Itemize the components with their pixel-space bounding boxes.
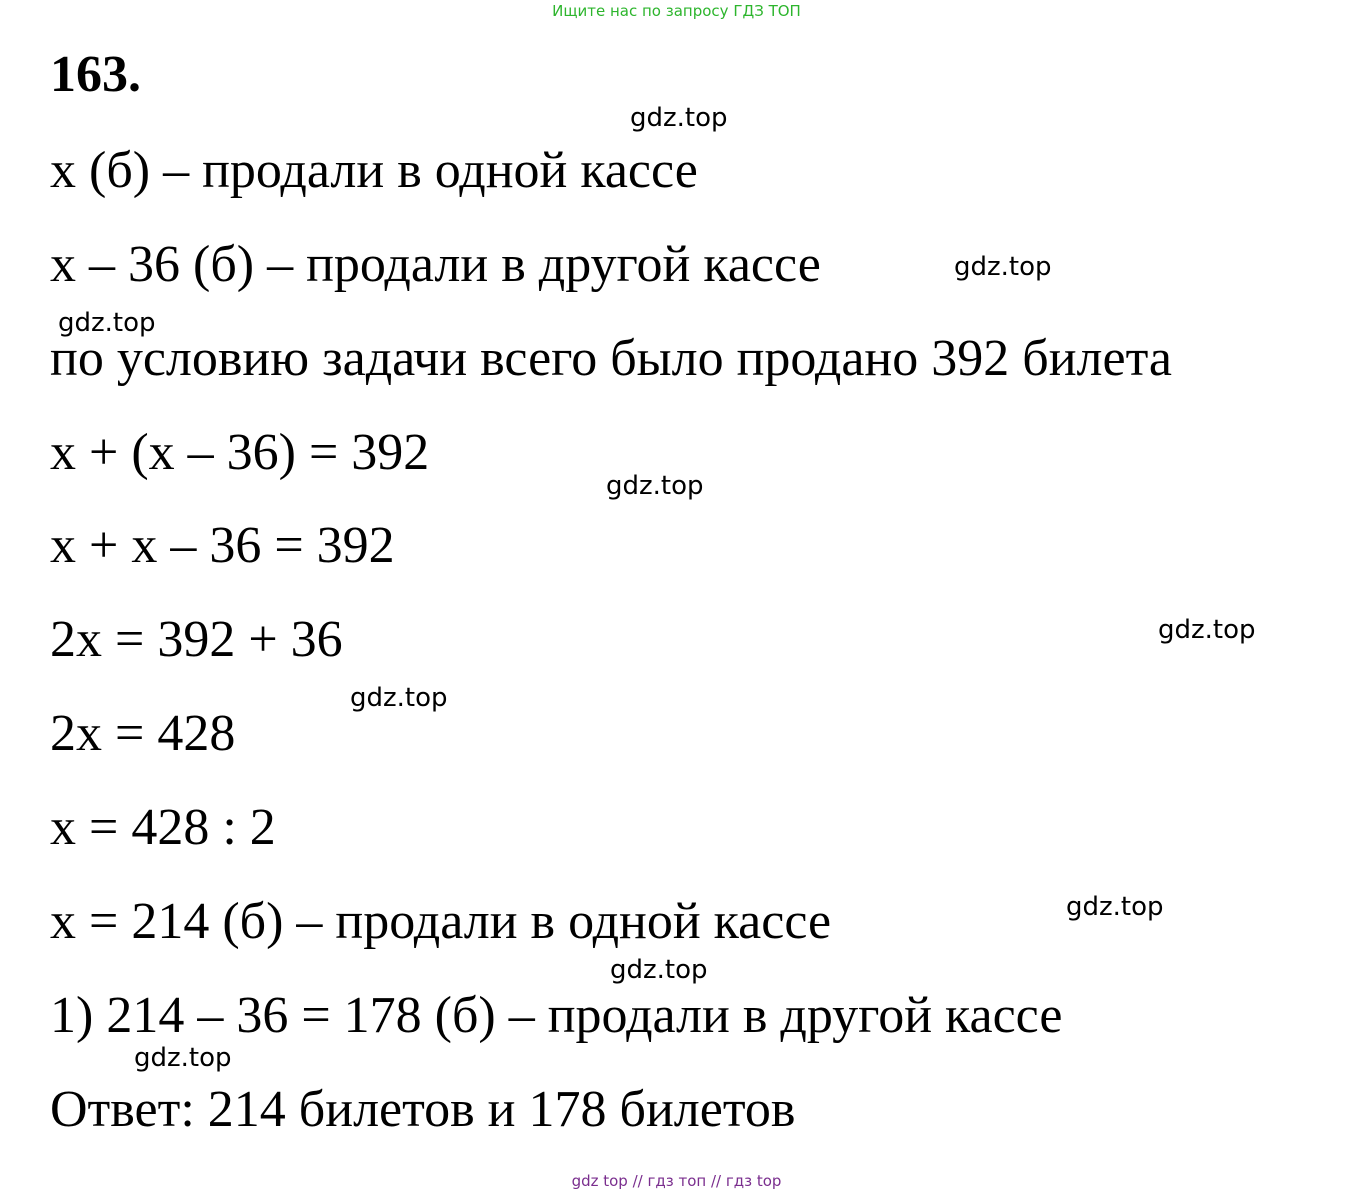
top-banner-link[interactable]: Ищите нас по запросу ГДЗ ТОП xyxy=(552,2,801,20)
solution-line-8: x = 428 : 2 xyxy=(50,799,276,856)
answer-line: Ответ: 214 билетов и 178 билетов xyxy=(50,1081,796,1138)
solution-line-3: по условию задачи всего было продано 392 билета xyxy=(50,330,1173,387)
solution-line-9: x = 214 (б) – продали в одной кассе xyxy=(50,893,832,950)
solution-line-10: 1) 214 – 36 = 178 (б) – продали в другой кассе xyxy=(50,987,1063,1044)
solution-line-4: x + (x – 36) = 392 xyxy=(50,424,430,481)
watermark-text: gdz.top xyxy=(610,955,708,985)
solution-line-7: 2x = 428 xyxy=(50,705,236,762)
solution-line-6: 2x = 392 + 36 xyxy=(50,611,343,668)
solution-line-1: x (б) – продали в одной кассе xyxy=(50,142,698,199)
solution-line-2: x – 36 (б) – продали в другой кассе xyxy=(50,236,821,293)
solution-line-5: x + x – 36 = 392 xyxy=(50,517,395,574)
watermark-text: gdz.top xyxy=(134,1043,232,1073)
footer-links[interactable]: gdz top // гдз топ // гдз top xyxy=(571,1172,782,1190)
watermark-text: gdz.top xyxy=(606,471,704,501)
watermark-text: gdz.top xyxy=(58,308,156,338)
watermark-text: gdz.top xyxy=(1158,615,1256,645)
watermark-text: gdz.top xyxy=(630,103,728,133)
problem-number: 163. xyxy=(50,46,141,103)
watermark-text: gdz.top xyxy=(350,683,448,713)
watermark-text: gdz.top xyxy=(1066,892,1164,922)
watermark-text: gdz.top xyxy=(954,252,1052,282)
